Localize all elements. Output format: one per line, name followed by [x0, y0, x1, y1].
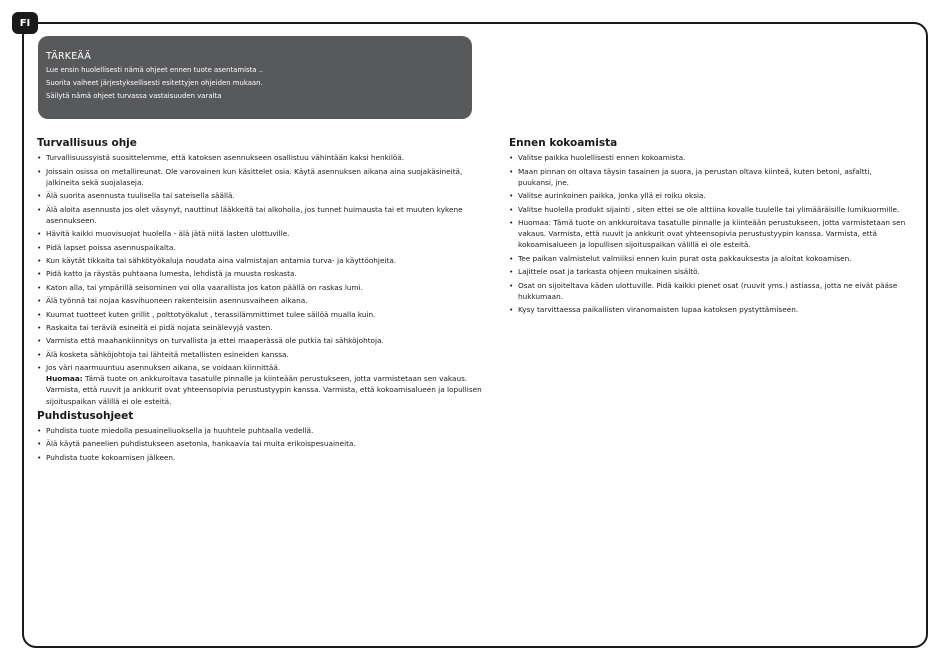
notice-line: Lue ensin huolellisesti nämä ohjeet ennen tuote asentamista .. — [46, 66, 264, 74]
list-item: • Valitse aurinkoinen paikka, jonka yllä ei roiku oksia. — [509, 190, 909, 201]
list-item: • Raskaita tai teräviä esineitä ei pidä nojata seinälevyjä vasten. — [37, 322, 482, 333]
list-item: • Valitse huolella produkt sijainti , siten ettei se ole alttiina kovalle tuulelle tai ylimääräisille lumikuormille. — [509, 204, 909, 215]
list-item: • Osat on sijoiteltava käden ulottuville. Pidä kaikki pienet osat (ruuvit yms.) astiassa, jotta ne eivät pääse hukkumaan. — [509, 280, 909, 302]
list-item: • Pidä lapset poissa asennuspaikalta. — [37, 242, 482, 253]
notice-title: TÄRKEÄÄ — [46, 51, 92, 62]
important-notice-box — [38, 36, 472, 119]
before-assembly-list — [509, 152, 909, 315]
list-item: • Kysy tarvittaessa paikallisten viranomaisten lupaa katoksen pystyttämiseen. — [509, 304, 909, 315]
list-item: • Älä kosketa sähköjohtoja tai lähteitä metallisten esineiden kanssa. — [37, 349, 482, 360]
language-tab: FI — [12, 12, 38, 34]
list-item: • Valitse paikka huolellisesti ennen kokoamista. — [509, 152, 909, 163]
list-item: • Huomaa: Tämä tuote on ankkuroitava tasatulle pinnalle ja kiinteään perustukseen, jotta varmistetaan sen vakaus. Varmista, että ruuvit ja ankkurit ovat yhteensopivia perustustyypin kanssa. Varmista, että kokoamisalueen ja lopullisen sijoituspaikan välillä ei ole esteitä. — [509, 217, 909, 251]
left-column — [37, 136, 482, 463]
note-text: Tämä tuote on ankkuroitava tasatulle pinnalle ja kiinteään perustukseen, jotta varmistetaan sen vakaus. Varmista, että ruuvit ja ankkurit ovat yhteensopivia perustustyypin kanssa. Varmista, että kokoamisalueen ja lopullisen sijoituspaikan välillä ei ole esteitä. — [46, 374, 482, 406]
safety-note — [37, 373, 482, 407]
right-column — [509, 136, 909, 315]
list-item: • Älä työnnä tai nojaa kasvihuoneen rakenteisiin asennusvaiheen aikana. — [37, 295, 482, 306]
list-item: • Älä käytä paneelien puhdistukseen asetonia, hankaavia tai muita erikoispesuaineita. — [37, 438, 482, 449]
notice-line: Säilytä nämä ohjeet turvassa vastaisuuden varalta — [46, 92, 222, 100]
cleaning-heading: Puhdistusohjeet — [37, 409, 134, 422]
list-item: • Lajittele osat ja tarkasta ohjeen mukainen sisältö. — [509, 266, 909, 277]
list-item: • Hävitä kaikki muovisuojat huolella - älä jätä niitä lasten ulottuville. — [37, 228, 482, 239]
safety-heading: Turvallisuus ohje — [37, 137, 137, 149]
list-item: • Varmista että maahankiinnitys on turvallista ja ettei maaperässä ole putkia tai sähköjohtoja. — [37, 335, 482, 346]
list-item: • Älä aloita asennusta jos olet väsynyt, nauttinut lääkkeitä tai alkoholia, jos tunnet huimausta tai et muuten kykene asennukseen. — [37, 204, 482, 226]
list-item: • Maan pinnan on oltava täysin tasainen ja suora, ja perustan oltava kiinteä, kuten betoni, asfaltti, puukansi, jne. — [509, 166, 909, 188]
list-item: • Turvallisuussyistä suosittelemme, että katoksen asennukseen osallistuu vähintään kaksi henkilöä. — [37, 152, 482, 163]
list-item: • Puhdista tuote kokoamisen jälkeen. — [37, 452, 482, 463]
list-item: • Pidä katto ja räystäs puhtaana lumesta, lehdistä ja muusta roskasta. — [37, 268, 482, 279]
list-item: • Katon alla, tai ympärillä seisominen voi olla vaarallista jos katon päällä on raskas lumi. — [37, 282, 482, 293]
safety-list — [37, 152, 482, 373]
list-item: • Joissain osissa on metallireunat. Ole varovainen kun käsittelet osia. Käytä asennuksen aikana aina suojakäsineitä, jalkineita sekä suojalaseja. — [37, 166, 482, 188]
list-item: • Kuumat tuotteet kuten grillit , polttotyökalut , terassilämmittimet tulee säilöä mualla kuin. — [37, 309, 482, 320]
list-item: • Puhdista tuote miedolla pesuaineliuoksella ja huuhtele puhtaalla vedellä. — [37, 425, 482, 436]
notice-line: Suorita vaiheet järjestyksellisesti esitettyjen ohjeiden mukaan. — [46, 79, 263, 87]
note-label: Huomaa: — [46, 374, 83, 384]
list-item: • Jos väri naarmuuntuu asennuksen aikana, se voidaan kiinnittää. — [37, 362, 482, 373]
list-item: • Älä suorita asennusta tuulisella tai sateisella säällä. — [37, 190, 482, 201]
list-item: • Tee paikan valmistelut valmiiksi ennen kuin purat osta pakkauksesta ja aloitat kokoamisen. — [509, 253, 909, 264]
list-item: • Kun käytät tikkaita tai sähkötyökaluja noudata aina valmistajan antamia turva- ja käyttöohjeita. — [37, 255, 482, 266]
cleaning-list — [37, 425, 482, 463]
before-assembly-heading: Ennen kokoamista — [509, 137, 618, 149]
